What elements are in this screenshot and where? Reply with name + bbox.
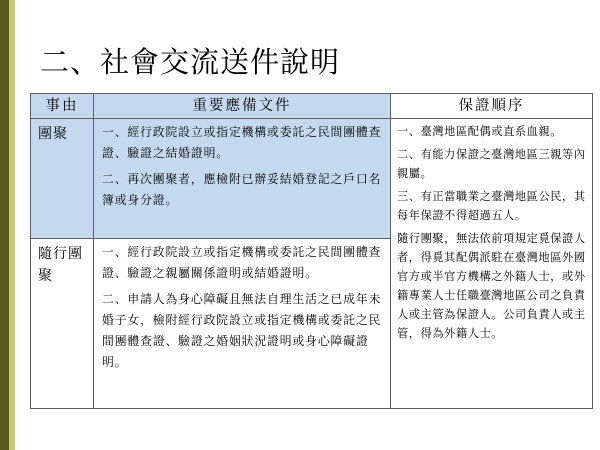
accent-bar-light [9,0,15,450]
category-accompany-reunion: 隨行團聚 [31,239,94,409]
guarantee-item: 二、有能力保證之臺灣地區三親等內親屬。 [397,148,586,180]
table-row-reunion [31,119,593,239]
guarantee-item: 三、有正當職業之臺灣地區公民，其每年保證不得超過五人。 [397,190,586,222]
instructions-table [30,93,593,409]
documents-accompany-reunion [94,239,391,409]
documents-reunion [94,119,391,239]
document-item: 一、經行政院設立或指定機構或委託之民間團體查證、驗證之親屬關係證明或結婚證明。 [102,245,382,280]
header-guarantee: 保證順序 [391,94,593,119]
page-title: 二、社會交流送件說明 [40,45,341,79]
document-item: 二、再次團聚者，應檢附已辦妥結婚登記之戶口名簿或身分證。 [102,172,382,207]
header-documents: 重要應備文件 [94,94,391,119]
header-reason: 事由 [31,94,94,119]
table-header-row [31,94,593,119]
document-item: 二、申請人為身心障礙且無法自理生活之已成年未婚子女，檢附經行政院設立或指定機構或委託之民間團體查證、驗證之婚姻狀況證明或身心障礙證明。 [102,292,382,369]
guarantee-item: 一、臺灣地區配偶或直系血親。 [397,125,563,138]
document-item: 一、經行政院設立或指定機構或委託之民間團體查證、驗證之結婚證明。 [102,125,382,160]
guarantee-item: 隨行團聚，無法依前項規定覓保證人者，得覓其配偶派駐在臺灣地區外國官方或半官方機構之外籍人士，或外籍專業人士任職臺灣地區公司之負責人或主管為保證人。公司負責人或主管，得為外籍人士。 [397,232,586,340]
category-reunion: 團聚 [31,119,94,239]
accent-bar-dark [0,0,9,450]
guarantee-order [391,119,593,409]
